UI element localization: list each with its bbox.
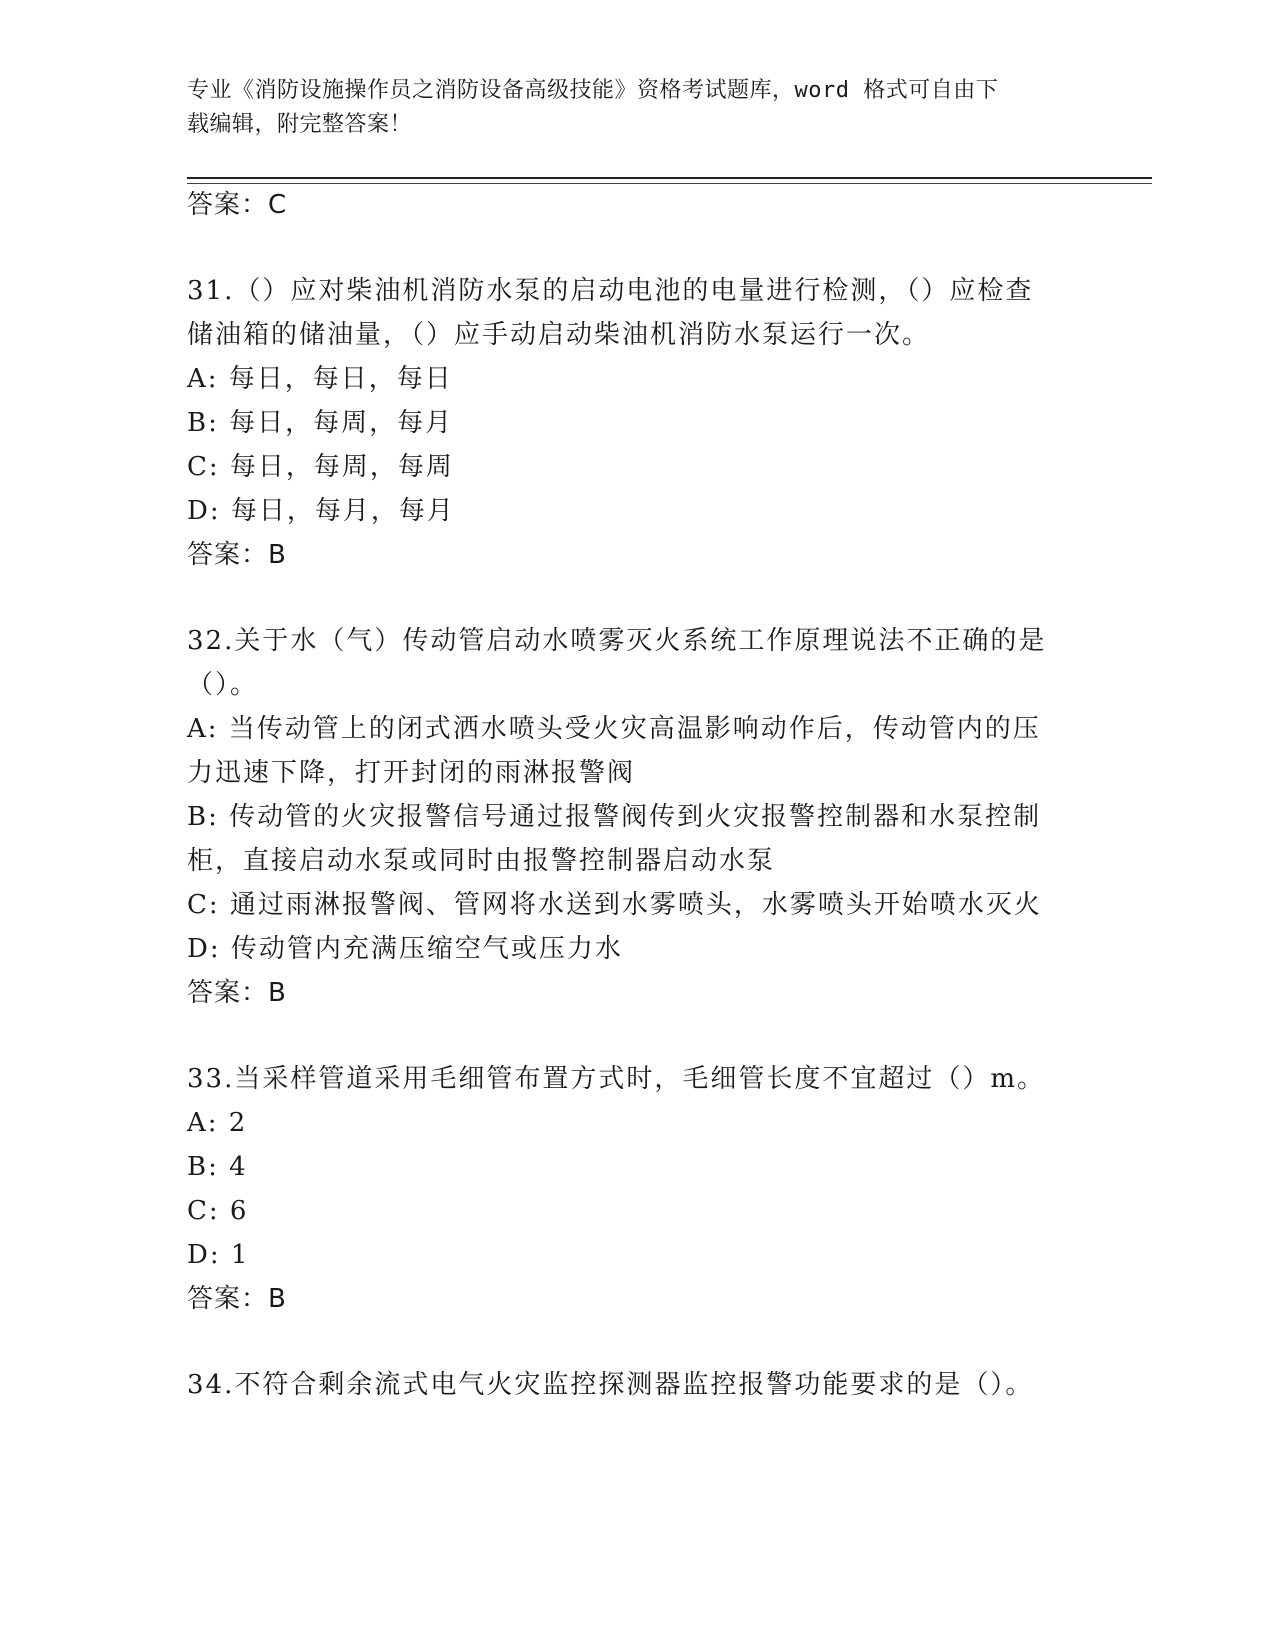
q31-stem-line-1: 31.（）应对柴油机消防水泵的启动电池的电量进行检测，（）应检查 — [187, 276, 1034, 306]
header-divider-thin — [187, 183, 1152, 184]
q33-stem: 33.当采样管道采用毛细管布置方式时，毛细管长度不宜超过（）m。 — [187, 1064, 1046, 1094]
q32-option-a-line-2: 力迅速下降，打开封闭的雨淋报警阀 — [187, 758, 636, 788]
q33-answer: 答案：B — [187, 1284, 287, 1314]
q32-stem-line-2: （）。 — [187, 670, 259, 700]
previous-answer: 答案：C — [187, 190, 288, 220]
q34-stem: 34.不符合剩余流式电气火灾监控探测器监控报警功能要求的是（）。 — [187, 1370, 1034, 1400]
q33-option-c: C: 6 — [187, 1196, 249, 1226]
q33-option-d: D: 1 — [187, 1240, 250, 1270]
q31-answer: 答案：B — [187, 540, 287, 570]
header-note — [187, 74, 1067, 142]
q32-option-d: D: 传动管内充满压缩空气或压力水 — [187, 934, 623, 964]
header-divider-thick — [187, 177, 1152, 179]
q31-option-d: D: 每日，每月，每月 — [187, 496, 455, 526]
q32-option-c: C: 通过雨淋报警阀、管网将水送到水雾喷头，水雾喷头开始喷水灭火 — [187, 890, 1042, 920]
q31-option-b: B: 每日，每周，每月 — [187, 408, 454, 438]
q31-stem-line-2: 储油箱的储油量，（）应手动启动柴油机消防水泵运行一次。 — [187, 320, 931, 350]
q32-answer: 答案：B — [187, 978, 287, 1008]
q32-stem-line-1: 32.关于水（气）传动管启动水喷雾灭火系统工作原理说法不正确的是 — [187, 626, 1047, 656]
q32-option-a-line-1: A: 当传动管上的闭式洒水喷头受火灾高温影响动作后，传动管内的压 — [187, 714, 1041, 744]
header-line-1: 专业《消防设施操作员之消防设备高级技能》资格考试题库，word 格式可自由下 — [187, 78, 999, 103]
q33-option-b: B: 4 — [187, 1152, 248, 1182]
q31-option-c: C: 每日，每周，每周 — [187, 452, 454, 482]
q32-option-b-line-2: 柜，直接启动水泵或同时由报警控制器启动水泵 — [187, 846, 776, 876]
q33-option-a: A: 2 — [187, 1108, 248, 1138]
q31-option-a: A: 每日，每日，每日 — [187, 364, 453, 394]
q32-option-b-line-1: B: 传动管的火灾报警信号通过报警阀传到火灾报警控制器和水泵控制 — [187, 802, 1042, 832]
header-line-2: 载编辑，附完整答案！ — [187, 112, 413, 137]
